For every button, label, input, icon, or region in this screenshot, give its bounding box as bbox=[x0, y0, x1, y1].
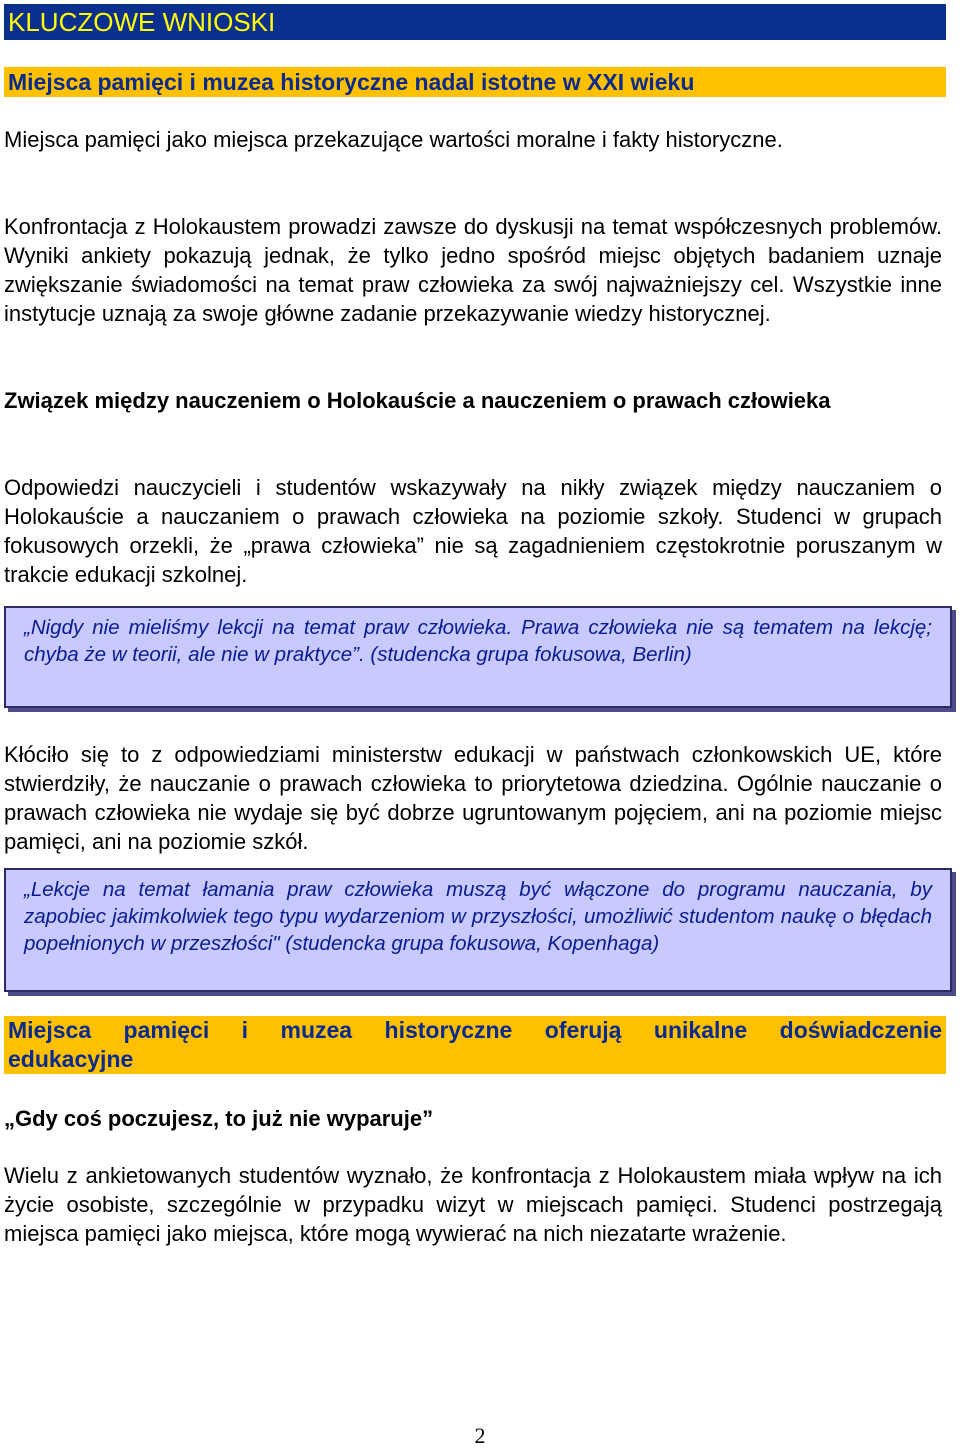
page-title: KLUCZOWE WNIOSKI bbox=[8, 7, 276, 37]
section-heading: Miejsca pamięci i muzea historyczne nadal istotne w XXI wieku bbox=[8, 69, 695, 95]
page-title-banner bbox=[4, 4, 946, 40]
subheading-quote: „Gdy coś poczujesz, to już nie wyparuje” bbox=[4, 1106, 434, 1131]
paragraph-moral-values: Miejsca pamięci jako miejsca przekazujące wartości moralne i fakty historyczne. bbox=[4, 127, 783, 152]
section-heading-line-2: edukacyjne bbox=[8, 1046, 134, 1072]
subheading-human-rights: Związek między nauczeniem o Holokauście a nauczeniem o prawach człowieka bbox=[4, 388, 831, 413]
quote-text: „Nigdy nie mieliśmy lekcji na temat praw człowieka. Prawa człowieka nie są tematem na lekcję; chyba że w teorii, ale nie w praktyce”. (studencka grupa fokusowa, Berlin) bbox=[24, 616, 932, 666]
section-heading-line-1: Miejsca pamięci i muzea historyczne oferują unikalne doświadczenie bbox=[8, 1017, 942, 1043]
section-heading-banner-2 bbox=[4, 1016, 946, 1074]
quote-text: „Lekcje na temat łamania praw człowieka muszą być włączone do programu nauczania, by zapobiec jakimkolwiek tego typu wydarzeniom w przyszłości, umożliwić studentom naukę o błędach popełnionych w przeszłości" (studencka grupa fokusowa, Kopenhaga) bbox=[24, 878, 932, 955]
quote-box-berlin bbox=[4, 606, 952, 708]
paragraph-survey-results: Konfrontacja z Holokaustem prowadzi zawsze do dyskusji na temat współczesnych problemów. Wyniki ankiety pokazują jednak, że tylko jedno spośród miejsc objętych badaniem uznaje zwiększanie świadomości na temat praw człowieka za swój najważniejszy cel. Wszystkie inne instytucje uznają za swoje główne zadanie przekazywanie wiedzy historycznej. bbox=[4, 214, 942, 326]
paragraph-teacher-responses: Odpowiedzi nauczycieli i studentów wskazywały na nikły związek między nauczaniem o Holokauście a nauczaniem o prawach człowieka na poziomie szkoły. Studenci w grupach fokusowych orzekli, że „prawa człowieka” nie są zagadnieniem częstokrotnie poruszanym w trakcie edukacji szkolnej. bbox=[4, 475, 942, 587]
paragraph-ministries: Kłóciło się to z odpowiedziami ministerstw edukacji w państwach członkowskich UE, które stwierdziły, że nauczanie o prawach człowieka to priorytetowa dziedzina. Ogólnie nauczanie o prawach człowieka nie wydaje się być dobrze ugruntowanym pojęciem, ani na poziomie miejsc pamięci, ani na poziomie szkół. bbox=[4, 742, 942, 854]
quote-box-copenhagen bbox=[4, 868, 952, 992]
section-heading-banner bbox=[4, 67, 946, 97]
paragraph-student-experience: Wielu z ankietowanych studentów wyznało, że konfrontacja z Holokaustem miała wpływ na ich życie osobiste, szczególnie w przypadku wizyt w miejscach pamięci. Studenci postrzegają miejsca pamięci jako miejsca, które mogą wywierać na nich niezatarte wrażenie. bbox=[4, 1163, 942, 1246]
page-number: 2 bbox=[474, 1423, 486, 1448]
